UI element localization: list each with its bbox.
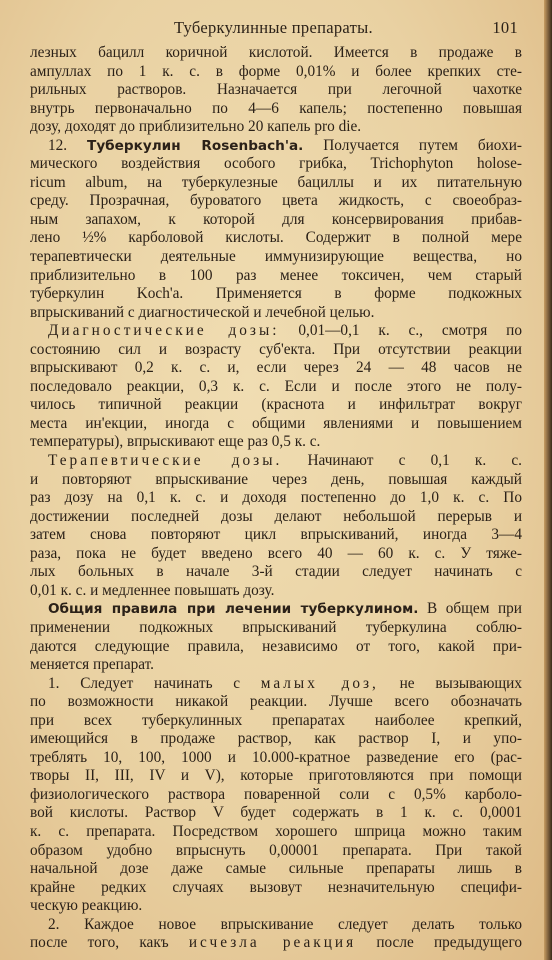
spaced-term: Терапевтические дозы. bbox=[48, 452, 283, 470]
line-text: 0,01—0,1 к. с., смотря по bbox=[279, 322, 522, 340]
text-line bbox=[30, 860, 522, 879]
line-text: ным запахом, к которой для консервирования прибав- bbox=[30, 210, 522, 228]
text-line bbox=[30, 100, 522, 119]
text-line bbox=[30, 322, 522, 341]
line-text: Получается путем биохи- bbox=[303, 136, 522, 154]
text-line bbox=[30, 118, 522, 137]
text-line bbox=[30, 248, 522, 267]
line-text: творы II, III, IV и V), которые приготовляются при помощи bbox=[30, 767, 522, 785]
line-text: 2. Каждое новое впрыскивание следует делать только bbox=[48, 915, 522, 933]
line-text: по возможности никакой реакции. Лучше всего обозначать bbox=[30, 693, 522, 711]
line-text: среду. Прозрачная, буроватого цвета жидкость, с своеобраз- bbox=[30, 192, 522, 210]
line-text: чилось типичной реакции (краснота и инфильтрат вокруг bbox=[30, 396, 522, 414]
line-text: ческую реакцию. bbox=[30, 897, 143, 915]
text-line bbox=[30, 229, 522, 248]
line-text: применении подкожных впрыскиваний туберкулина соблю- bbox=[30, 618, 522, 636]
line-text: после того, какъ bbox=[30, 934, 189, 952]
line-text: достижении последней дозы делают небольшой перерыв и bbox=[30, 507, 522, 525]
text-line bbox=[30, 396, 522, 415]
text-line bbox=[30, 749, 522, 768]
spaced-term: исчезла реакция bbox=[188, 934, 357, 952]
text-line bbox=[30, 600, 522, 619]
text-line bbox=[30, 916, 522, 935]
line-text: крайне редких случаях вызовут незначительную специфи- bbox=[30, 878, 522, 896]
text-line bbox=[30, 545, 522, 564]
text-line bbox=[30, 452, 522, 471]
line-text: ricum album, на туберкулезные бациллы и их питательную bbox=[30, 173, 522, 191]
line-text: имеющийся в продаже раствор, как раствор I, и упо- bbox=[30, 730, 522, 748]
text-line bbox=[30, 879, 522, 898]
line-text: места ин'екции, иногда с общими явлениями и повышением bbox=[30, 414, 522, 432]
bold-heading: Туберкулин Rosenbach'a. bbox=[87, 137, 304, 154]
line-text: 0,01 к. с. и медленнее повышать дозу. bbox=[30, 581, 275, 599]
line-text: В общем при bbox=[418, 600, 522, 618]
text-line bbox=[30, 174, 522, 193]
line-text: впрыскиваний с диагностической и лечебной целью. bbox=[30, 303, 375, 321]
text-line bbox=[30, 582, 522, 601]
line-text: состоянию сил и возрасту суб'екта. При отсутствии реакции bbox=[30, 340, 522, 358]
line-text: лено ½% карболовой кислоты. Содержит в полной мере bbox=[30, 229, 522, 247]
text-line bbox=[30, 359, 522, 378]
text-line bbox=[30, 304, 522, 323]
line-text: туберкулин Koch'a. Применяется в форме подкожных bbox=[30, 285, 522, 303]
text-line bbox=[30, 767, 522, 786]
line-text: затем снова повторяют цикл впрыскиваний, иногда 3—4 bbox=[30, 526, 522, 544]
line-text: ампуллах по 1 к. с. в форме 0,01% и более крепких сте- bbox=[30, 62, 522, 80]
running-title: Туберкулинные препараты. bbox=[174, 18, 373, 37]
book-spine-shadow bbox=[544, 0, 552, 960]
line-text: приблизительно в 100 раз менее токсичен, чем старый bbox=[30, 266, 522, 284]
line-text: последовало реакции, 0,3 к. с. Если и после этого не полу- bbox=[30, 377, 522, 395]
text-line bbox=[30, 471, 522, 490]
line-text: впрыскивают 0,2 к. с. и, если через 24 — 48 часов не bbox=[30, 359, 522, 377]
line-text: рильных растворов. Назначается при легочной чахотке bbox=[30, 81, 522, 99]
line-text: треблять 10, 100, 1000 и 10.000-кратное разведение его (рас- bbox=[30, 748, 522, 766]
line-text: раз дозу на 0,1 к. с. и доходя постепенно до 1,0 к. с. По bbox=[30, 489, 522, 507]
line-text: к. с. препарата. Посредством хорошего шприца можно таким bbox=[30, 822, 522, 840]
text-line bbox=[30, 804, 522, 823]
line-text: даются следующие правила, независимо от того, какой при- bbox=[30, 637, 522, 655]
line-text: при всех туберкулинных препаратах наиболее крепкий, bbox=[30, 711, 522, 729]
line-text: после предыдущего bbox=[356, 934, 522, 952]
text-line bbox=[30, 508, 522, 527]
text-line bbox=[30, 192, 522, 211]
text-line bbox=[30, 693, 522, 712]
text-line bbox=[30, 730, 522, 749]
line-text: 1. Следует начинать с bbox=[48, 674, 261, 692]
line-text: Начинают с 0,1 к. с. bbox=[282, 452, 522, 470]
line-text: терапевтически деятельные иммунизирующие вещества, но bbox=[30, 248, 522, 266]
text-line bbox=[30, 378, 522, 397]
text-line bbox=[30, 155, 522, 174]
line-text: физиологического раствора поваренной соли с 0,5% карболо- bbox=[30, 785, 522, 803]
spaced-term: Диагностические дозы: bbox=[48, 322, 280, 340]
line-text: не вызывающих bbox=[378, 674, 522, 692]
text-line bbox=[30, 656, 522, 675]
body-text bbox=[30, 44, 522, 953]
text-line bbox=[30, 137, 522, 156]
page-number: 101 bbox=[492, 18, 518, 37]
text-line bbox=[30, 712, 522, 731]
spaced-term: малых доз, bbox=[260, 674, 379, 692]
text-line bbox=[30, 489, 522, 508]
text-line bbox=[30, 675, 522, 694]
line-text: дозу, доходят до приблизительно 20 капель pro die. bbox=[30, 118, 362, 136]
text-line bbox=[30, 823, 522, 842]
line-text: образом удобно впрыснуть 0,00001 препарата. При такой bbox=[30, 841, 522, 859]
line-text: меняется препарат. bbox=[30, 656, 155, 674]
line-text: и повторяют впрыскивание через день, повышая каждый bbox=[30, 470, 522, 488]
text-line bbox=[30, 285, 522, 304]
line-text: 12. bbox=[48, 136, 88, 154]
text-line bbox=[30, 563, 522, 582]
page-header bbox=[30, 18, 522, 44]
line-text: лезных бацилл коричной кислотой. Имеется в продаже в bbox=[30, 44, 522, 61]
text-line bbox=[30, 341, 522, 360]
text-line bbox=[30, 267, 522, 286]
text-line bbox=[30, 934, 522, 953]
text-line bbox=[30, 842, 522, 861]
line-text: начальной дозе даже самые сильные препараты лишь в bbox=[30, 860, 522, 878]
text-line bbox=[30, 526, 522, 545]
line-text: раза, пока не будет введено всего 40 — 60 к. с. У тяже- bbox=[30, 544, 522, 562]
text-line bbox=[30, 211, 522, 230]
line-text: температуры), впрыскивают еще раз 0,5 к. с. bbox=[30, 433, 321, 451]
bold-heading: Общия правила при лечении туберкулином. bbox=[48, 601, 419, 618]
text-line bbox=[30, 619, 522, 638]
text-line bbox=[30, 415, 522, 434]
line-text: лых больных в начале 3-й стадии следует начинать с bbox=[30, 563, 522, 581]
text-line bbox=[30, 433, 522, 452]
line-text: вой кислоты. Раствор V будет содержать в 1 к. с. 0,0001 bbox=[30, 804, 522, 822]
text-line bbox=[30, 63, 522, 82]
line-text: мического воздействия особого грибка, Trichophyton holose- bbox=[30, 155, 522, 173]
text-line bbox=[30, 897, 522, 916]
line-text: внутрь первоначально по 4—6 капель; постепенно повышая bbox=[30, 99, 522, 117]
text-line bbox=[30, 786, 522, 805]
text-line bbox=[30, 638, 522, 657]
text-line bbox=[30, 81, 522, 100]
text-line bbox=[30, 44, 522, 63]
